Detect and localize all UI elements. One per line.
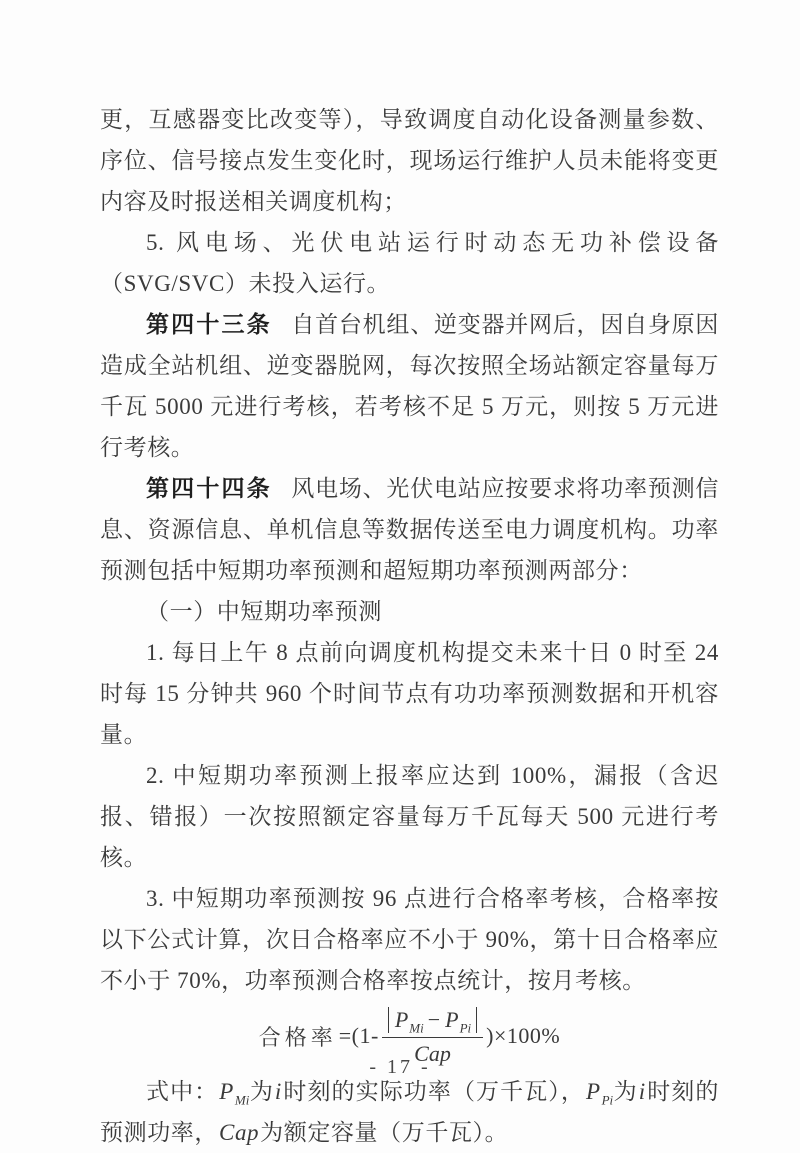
formula-denominator-cap: Cap [414,1040,451,1066]
paragraph-section-1-title: （一）中短期功率预测 [146,599,382,624]
explain-var-i-2: i [638,1079,646,1104]
formula-prefix: =(1- [338,1023,379,1048]
paragraph-formula-explanation [100,1071,719,1153]
paragraph-item-1-daily-submission: 1. 每日上午 8 点前向调度机构提交未来十日 0 时至 24 时每 15 分钟共 960 个时间节点有功功率预测数据和开机容量。 [100,640,719,747]
article-44-text: 风电场、光伏电站应按要求将功率预测信息、资源信息、单机信息等数据传送至电力调度机构。功率预测包括中短期功率预测和超短期功率预测两部分： [100,476,719,583]
formula-var-pmi: P [394,1007,409,1033]
explain-text-5: 为额定容量（万千瓦）。 [260,1120,509,1145]
explain-var-cap: Cap [219,1120,260,1145]
paragraph-change-reporting: 更，互感器变比改变等），导致调度自动化设备测量参数、序位、信号接点发生变化时，现场运行维护人员未能将变更内容及时报送相关调度机构； [100,107,719,214]
explain-text-4: 时刻的预测功率， [100,1079,719,1145]
explain-sub-pi: Pi [601,1092,614,1108]
paragraph-item-2-report-rate: 2. 中短期功率预测上报率应达到 100%，漏报（含迟报、错报）一次按照额定容量每万千瓦每天 500 元进行考核。 [100,763,719,870]
explain-sub-mi: Mi [234,1092,250,1108]
article-43-text: 自首台机组、逆变器并网后，因自身原因造成全站机组、逆变器脱网，每次按照全场站额定容量每万千瓦 5000 元进行考核，若考核不足 5 万元，则按 5 万元进行考核。 [100,312,719,460]
explain-text-0: 式中： [146,1079,219,1104]
formula-minus-sign: − [427,1007,441,1033]
formula-lhs: 合格率 [258,1024,337,1050]
formula-sub-mi: Mi [409,1020,424,1036]
formula-absolute-value [388,1007,477,1036]
paragraph-article-44 [100,468,719,591]
page-number: - 17 - [369,1056,431,1078]
formula-var-ppi: P [445,1007,459,1033]
paragraph-item-3-qualification-rate: 3. 中短期功率预测按 96 点进行合格率考核，合格率按以下公式计算，次日合格率应不小于 90%，第十日合格率应不小于 70%，功率预测合格率按点统计，按月考核。 [100,886,719,993]
formula-sub-pi: Pi [459,1020,472,1036]
paragraph-article-43 [100,304,719,468]
explain-text-1: 为 [249,1079,274,1104]
article-43-heading: 第四十三条 [146,312,272,337]
explain-text-3: 为 [613,1079,638,1104]
explain-var-pmi: P [219,1079,234,1104]
paragraph-item-5-svg-svc: 5. 风电场、光伏电站运行时动态无功补偿设备（SVG/SVC）未投入运行。 [100,230,719,296]
explain-text-2: 时刻的实际功率（万千瓦）， [282,1079,585,1104]
explain-var-ppi: P [585,1079,601,1104]
explain-var-i-1: i [274,1079,282,1104]
article-44-heading: 第四十四条 [146,476,272,501]
formula-numerator [382,1006,483,1037]
formula-suffix: )×100% [486,1023,561,1048]
document-body [100,99,719,1153]
